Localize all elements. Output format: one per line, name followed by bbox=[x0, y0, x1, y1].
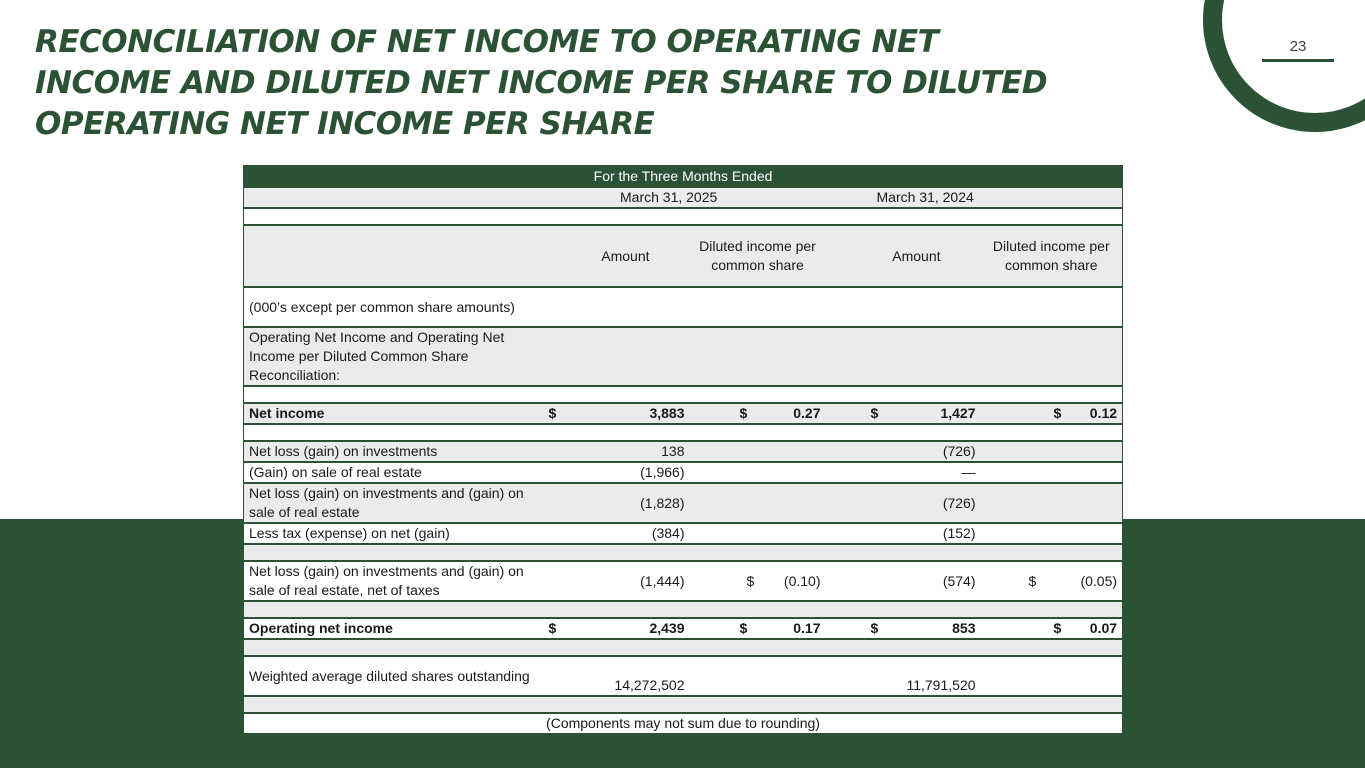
table-row bbox=[244, 561, 1123, 601]
gain-real-estate-amount-2024: — bbox=[826, 462, 981, 483]
weighted-shares-2025: 14,272,502 bbox=[544, 656, 690, 696]
currency-symbol: $ bbox=[870, 620, 879, 636]
table-row bbox=[244, 523, 1123, 544]
col-header-amount-2024: Amount bbox=[826, 225, 981, 287]
currency-symbol: $ bbox=[870, 405, 879, 421]
row-label: Net income bbox=[244, 403, 544, 424]
net-income-eps-2025: 0.27 bbox=[793, 405, 821, 421]
col-header-amount-2025: Amount bbox=[544, 225, 690, 287]
row-label: Operating net income bbox=[244, 618, 544, 639]
col-header-diluted-2025: Diluted income per common share bbox=[690, 225, 826, 287]
loss-investments-amount-2024: (726) bbox=[826, 441, 981, 462]
operating-eps-2024: 0.07 bbox=[1089, 620, 1118, 636]
footnote: (Components may not sum due to rounding) bbox=[244, 713, 1123, 734]
table-header-row bbox=[244, 166, 1123, 187]
row-label: Net loss (gain) on investments and (gain) on sale of real estate bbox=[244, 483, 544, 523]
loss-net-tax-amount-2024: (574) bbox=[826, 561, 981, 601]
period-2024: March 31, 2024 bbox=[876, 189, 974, 205]
currency-symbol: $ bbox=[739, 405, 748, 421]
row-label: Weighted average diluted shares outstanding bbox=[244, 656, 544, 696]
title-line-1: RECONCILIATION OF NET INCOME TO OPERATING NET bbox=[35, 24, 939, 60]
operating-amount-2025: 2,439 bbox=[649, 620, 685, 636]
operating-eps-2025: 0.17 bbox=[793, 620, 821, 636]
loss-combined-amount-2025: (1,828) bbox=[544, 483, 690, 523]
table-row bbox=[244, 441, 1123, 462]
loss-net-tax-eps-2024: (0.05) bbox=[1080, 572, 1118, 589]
col-header-diluted-2024: Diluted income per common share bbox=[981, 225, 1123, 287]
weighted-shares-2024: 11,791,520 bbox=[826, 656, 981, 696]
currency-symbol: $ bbox=[548, 405, 557, 421]
table-row bbox=[244, 424, 1123, 441]
table-row bbox=[244, 696, 1123, 713]
table-row bbox=[244, 462, 1123, 483]
loss-net-tax-eps-2025: (0.10) bbox=[783, 572, 821, 589]
currency-symbol: $ bbox=[1028, 572, 1037, 589]
page-title bbox=[35, 22, 1155, 145]
decorative-ring bbox=[1203, 0, 1365, 132]
row-label: Less tax (expense) on net (gain) bbox=[244, 523, 544, 544]
column-header-row bbox=[244, 225, 1123, 287]
net-income-amount-2025: 3,883 bbox=[649, 405, 685, 421]
table-row bbox=[244, 386, 1123, 403]
table-row bbox=[244, 287, 1123, 327]
title-line-2: INCOME AND DILUTED NET INCOME PER SHARE TO DILUTED bbox=[35, 65, 1048, 101]
title-line-3: OPERATING NET INCOME PER SHARE bbox=[35, 106, 655, 142]
table-row bbox=[244, 639, 1123, 656]
table-row bbox=[244, 601, 1123, 618]
currency-symbol: $ bbox=[1053, 405, 1062, 421]
table-row bbox=[244, 208, 1123, 225]
section-label: Operating Net Income and Operating Net Income per Diluted Common Share Reconciliation: bbox=[244, 327, 544, 386]
table-row bbox=[244, 483, 1123, 523]
currency-symbol: $ bbox=[746, 572, 755, 589]
operating-amount-2024: 853 bbox=[952, 620, 976, 636]
table-row bbox=[244, 656, 1123, 696]
table-row bbox=[244, 187, 1123, 208]
row-label: Net loss (gain) on investments bbox=[244, 441, 544, 462]
operating-net-income-row bbox=[244, 618, 1123, 639]
currency-symbol: $ bbox=[1053, 620, 1062, 636]
period-2025: March 31, 2025 bbox=[620, 189, 718, 205]
units-note: (000’s except per common share amounts) bbox=[244, 287, 544, 327]
period-header: For the Three Months Ended bbox=[244, 166, 1123, 187]
tax-amount-2025: (384) bbox=[544, 523, 690, 544]
table-row bbox=[244, 327, 1123, 386]
loss-net-tax-amount-2025: (1,444) bbox=[544, 561, 690, 601]
table-row bbox=[244, 544, 1123, 561]
net-income-eps-2024: 0.12 bbox=[1089, 405, 1118, 421]
net-income-amount-2024: 1,427 bbox=[940, 405, 976, 421]
row-label: Net loss (gain) on investments and (gain) on sale of real estate, net of taxes bbox=[244, 561, 544, 601]
footnote-row bbox=[244, 713, 1123, 734]
reconciliation-table bbox=[243, 165, 1123, 735]
tax-amount-2024: (152) bbox=[826, 523, 981, 544]
gain-real-estate-amount-2025: (1,966) bbox=[544, 462, 690, 483]
row-label: (Gain) on sale of real estate bbox=[244, 462, 544, 483]
loss-investments-amount-2025: 138 bbox=[544, 441, 690, 462]
currency-symbol: $ bbox=[739, 620, 748, 636]
currency-symbol: $ bbox=[548, 620, 557, 636]
page-number: 23 bbox=[1289, 38, 1307, 55]
net-income-row bbox=[244, 403, 1123, 424]
loss-combined-amount-2024: (726) bbox=[826, 483, 981, 523]
page-number-underline bbox=[1262, 59, 1334, 62]
